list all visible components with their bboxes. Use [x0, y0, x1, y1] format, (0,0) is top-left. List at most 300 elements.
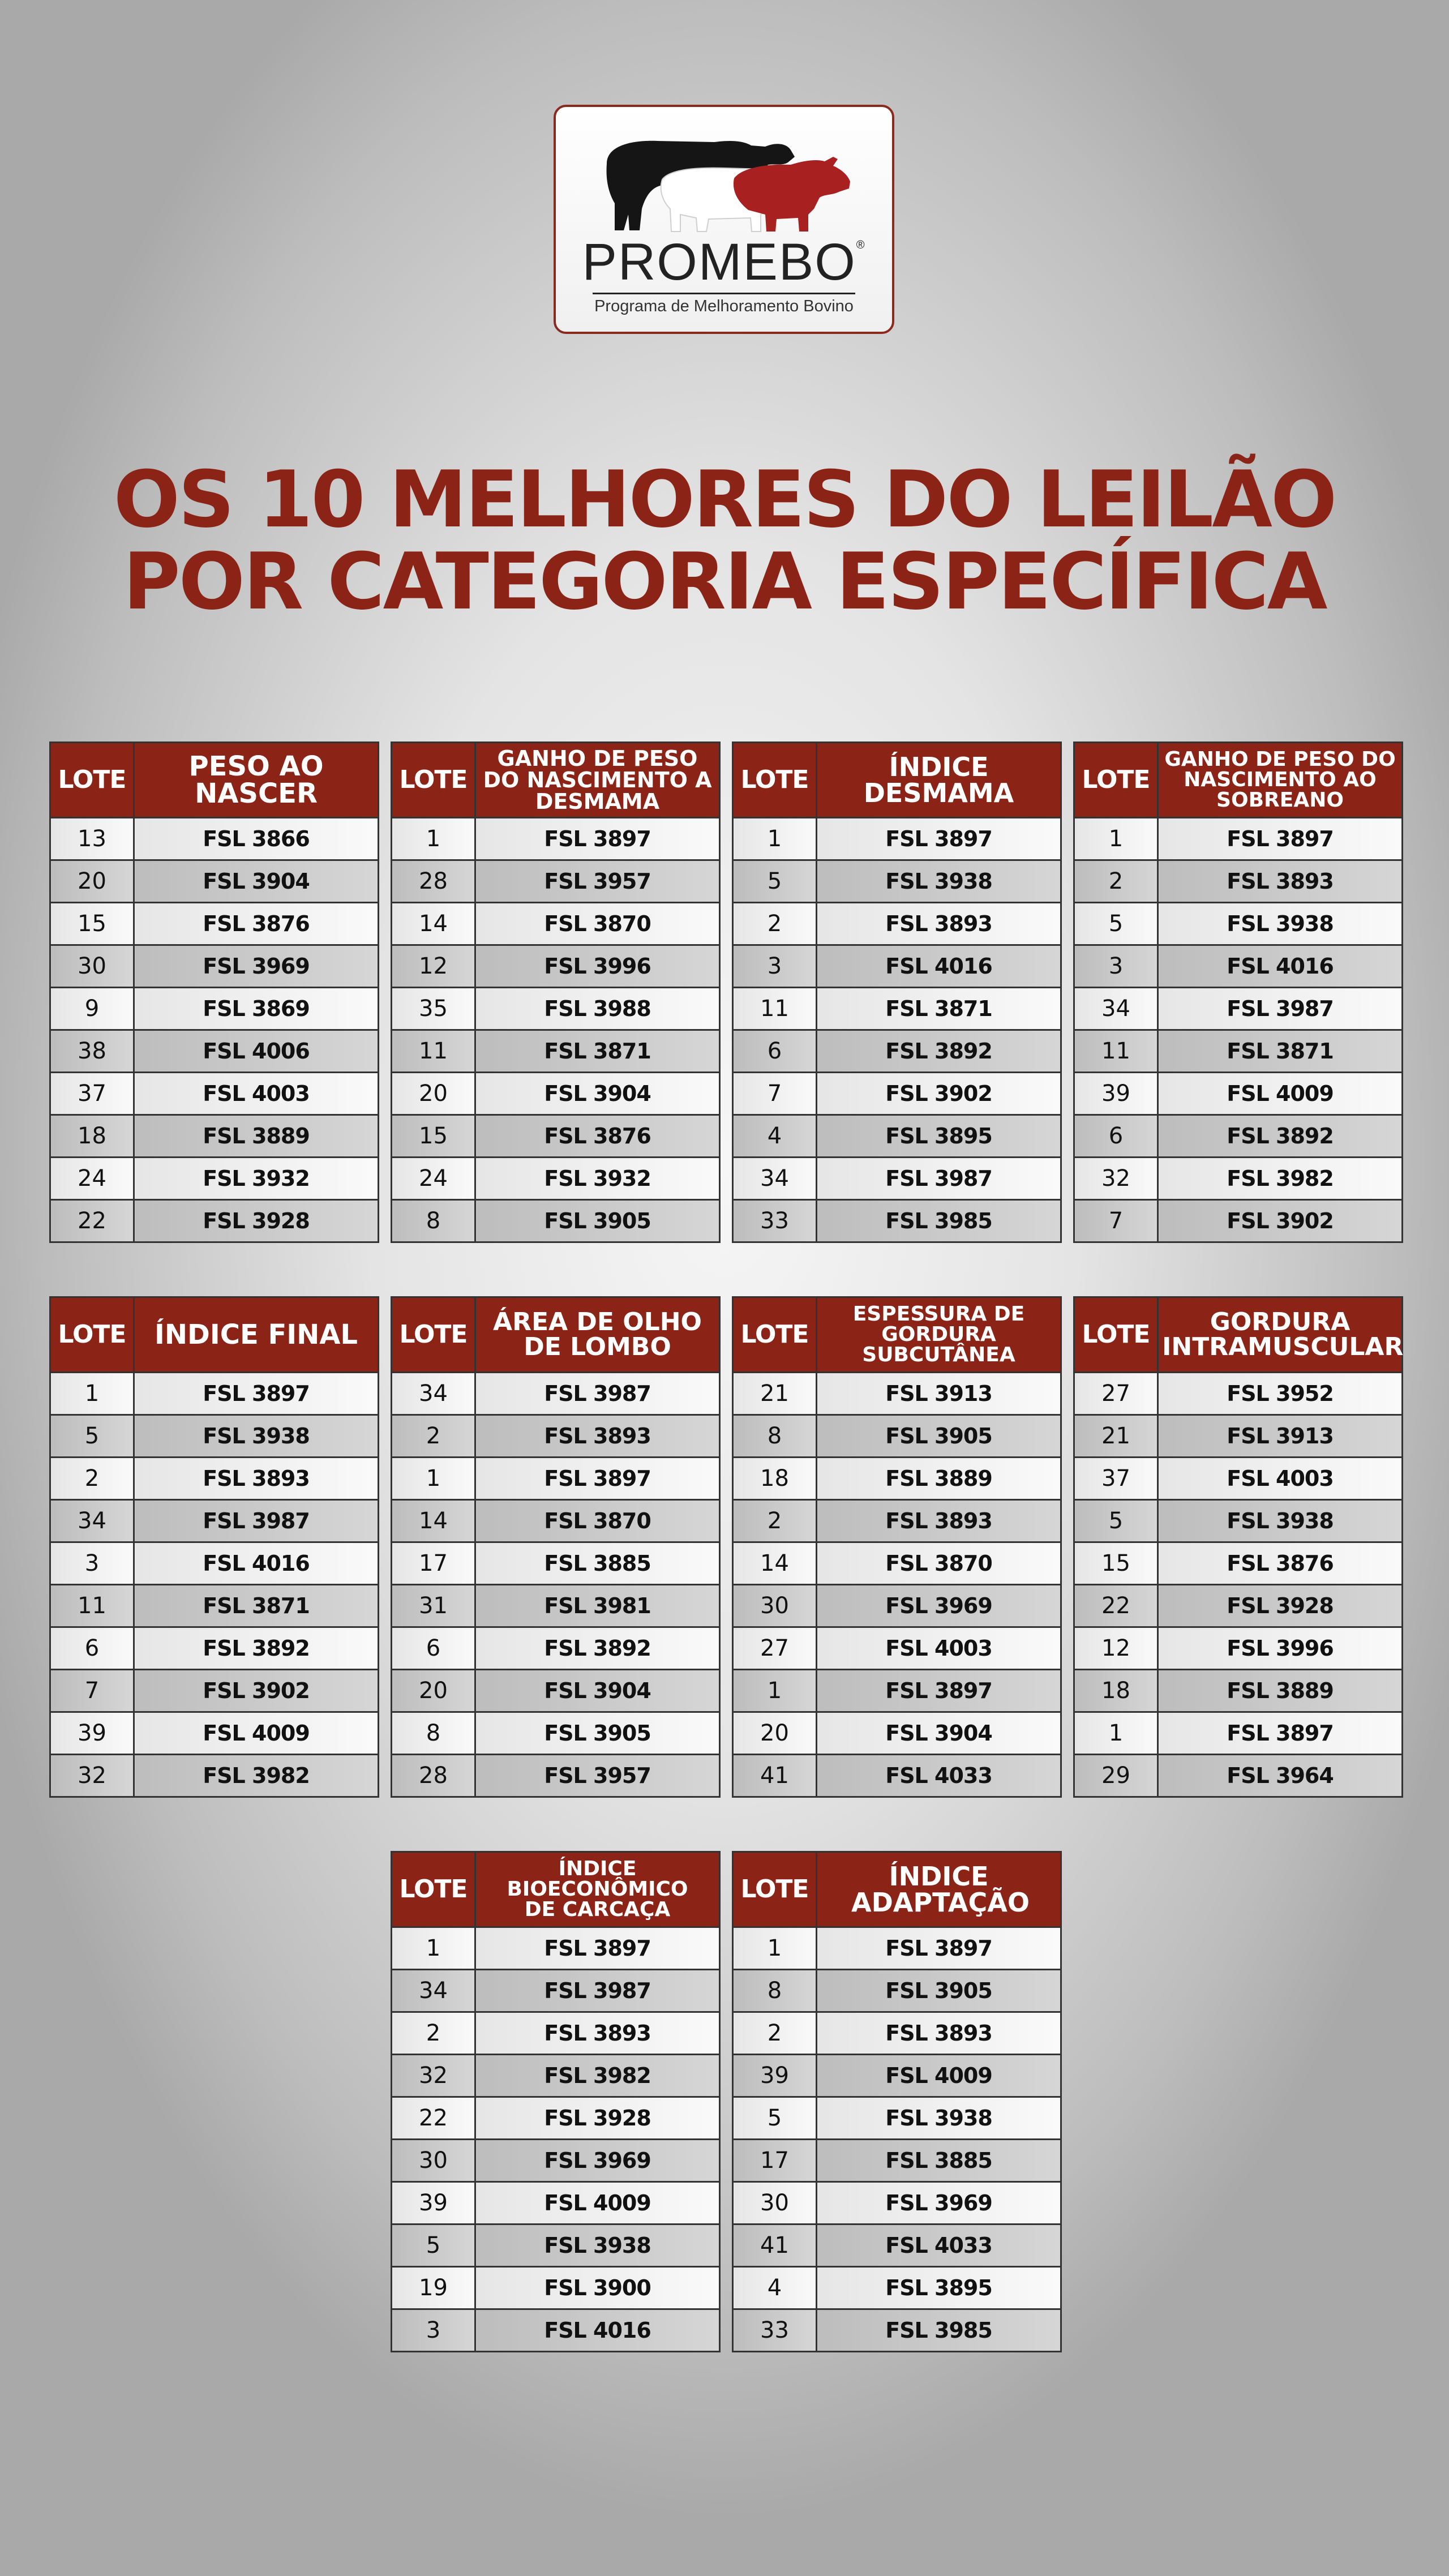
- table-row: [392, 1415, 720, 1458]
- animal-id-cell: FSL 3964: [1158, 1755, 1403, 1797]
- animal-id-cell: FSL 3900: [475, 2267, 720, 2309]
- animal-id-cell: FSL 3889: [1158, 1670, 1403, 1712]
- lote-cell: 18: [733, 1458, 817, 1500]
- animal-id-cell: FSL 3892: [817, 1030, 1061, 1073]
- table-row: [1074, 1755, 1403, 1797]
- animal-id-cell: FSL 3897: [817, 1670, 1061, 1712]
- lote-cell: 1: [50, 1373, 134, 1415]
- table-row: [733, 1500, 1061, 1542]
- table-row: [392, 1030, 720, 1073]
- lote-cell: 14: [733, 1542, 817, 1585]
- animal-id-cell: FSL 3985: [817, 1200, 1061, 1242]
- animal-id-cell: FSL 3981: [475, 1585, 720, 1627]
- animal-id-cell: FSL 3938: [817, 860, 1061, 903]
- animal-id-cell: FSL 3871: [475, 1030, 720, 1073]
- animal-id-cell: FSL 3938: [134, 1415, 379, 1458]
- animal-id-cell: FSL 3871: [134, 1585, 379, 1627]
- cattle-logo-icon: [595, 130, 856, 234]
- lote-cell: 13: [50, 818, 134, 860]
- table-row: [50, 988, 379, 1030]
- table-row: [1074, 1585, 1403, 1627]
- animal-id-cell: FSL 4003: [817, 1627, 1061, 1670]
- table-row: [392, 1755, 720, 1797]
- table-row: [392, 1927, 720, 1970]
- table-row: [50, 1200, 379, 1242]
- lote-cell: 14: [392, 1500, 475, 1542]
- animal-id-cell: FSL 3897: [475, 1458, 720, 1500]
- lote-header: LOTE: [733, 1852, 817, 1927]
- animal-id-cell: FSL 4009: [475, 2182, 720, 2224]
- lote-cell: 20: [50, 860, 134, 903]
- lote-cell: 3: [392, 2309, 475, 2352]
- lote-cell: 6: [392, 1627, 475, 1670]
- lote-header: LOTE: [1074, 743, 1158, 818]
- table-espessura-gordura-subcutanea: [732, 1296, 1062, 1798]
- lote-header: LOTE: [392, 1852, 475, 1927]
- table-row: [733, 860, 1061, 903]
- lote-cell: 3: [50, 1542, 134, 1585]
- animal-id-cell: FSL 3893: [134, 1458, 379, 1500]
- table-row: [733, 2097, 1061, 2140]
- animal-id-cell: FSL 4016: [134, 1542, 379, 1585]
- lote-cell: 39: [733, 2055, 817, 2097]
- table-row: [1074, 1500, 1403, 1542]
- table-row: [50, 818, 379, 860]
- lote-cell: 34: [1074, 988, 1158, 1030]
- table-row: [50, 1500, 379, 1542]
- lote-cell: 5: [50, 1415, 134, 1458]
- logo-divider: [593, 293, 855, 294]
- animal-id-cell: FSL 3876: [1158, 1542, 1403, 1585]
- table-row: [50, 1755, 379, 1797]
- animal-id-cell: FSL 3938: [817, 2097, 1061, 2140]
- lote-cell: 11: [50, 1585, 134, 1627]
- table-row: [733, 903, 1061, 945]
- table-row: [733, 2182, 1061, 2224]
- lote-cell: 8: [733, 1970, 817, 2012]
- lote-cell: 1: [733, 818, 817, 860]
- page-title: [0, 454, 1449, 627]
- animal-id-cell: FSL 3893: [1158, 860, 1403, 903]
- lote-cell: 30: [733, 2182, 817, 2224]
- lote-cell: 6: [1074, 1115, 1158, 1158]
- lote-header: LOTE: [50, 1297, 134, 1373]
- animal-id-cell: FSL 3904: [817, 1712, 1061, 1755]
- animal-id-cell: FSL 3893: [817, 2012, 1061, 2055]
- lote-cell: 21: [733, 1373, 817, 1415]
- animal-id-cell: FSL 3932: [475, 1158, 720, 1200]
- lote-cell: 7: [50, 1670, 134, 1712]
- lote-cell: 30: [392, 2140, 475, 2182]
- category-header: GANHO DE PESO DO NASCIMENTO AO SOBREANO: [1158, 743, 1403, 818]
- lote-cell: 17: [733, 2140, 817, 2182]
- table-row: [1074, 1030, 1403, 1073]
- table-row: [392, 1458, 720, 1500]
- table-row: [392, 1158, 720, 1200]
- category-header: GANHO DE PESO DO NASCIMENTO A DESMAMA: [475, 743, 720, 818]
- table-peso-ao-nascer: [49, 741, 379, 1243]
- table-row: [733, 1585, 1061, 1627]
- table-row: [392, 2309, 720, 2352]
- lote-cell: 2: [733, 903, 817, 945]
- lote-cell: 34: [392, 1970, 475, 2012]
- lote-cell: 5: [1074, 903, 1158, 945]
- animal-id-cell: FSL 3902: [134, 1670, 379, 1712]
- animal-id-cell: FSL 3938: [475, 2224, 720, 2267]
- lote-cell: 22: [1074, 1585, 1158, 1627]
- animal-id-cell: FSL 3969: [134, 945, 379, 988]
- lote-cell: 41: [733, 2224, 817, 2267]
- animal-id-cell: FSL 3897: [1158, 1712, 1403, 1755]
- lote-cell: 6: [50, 1627, 134, 1670]
- lote-cell: 32: [392, 2055, 475, 2097]
- lote-cell: 27: [1074, 1373, 1158, 1415]
- table-row: [50, 1373, 379, 1415]
- animal-id-cell: FSL 4009: [817, 2055, 1061, 2097]
- lote-cell: 33: [733, 1200, 817, 1242]
- animal-id-cell: FSL 3902: [1158, 1200, 1403, 1242]
- animal-id-cell: FSL 4016: [475, 2309, 720, 2352]
- table-row: [733, 2224, 1061, 2267]
- animal-id-cell: FSL 3897: [1158, 818, 1403, 860]
- animal-id-cell: FSL 3893: [475, 2012, 720, 2055]
- animal-id-cell: FSL 3982: [475, 2055, 720, 2097]
- table-row: [733, 945, 1061, 988]
- lote-cell: 34: [392, 1373, 475, 1415]
- table-row: [1074, 1627, 1403, 1670]
- lote-cell: 28: [392, 860, 475, 903]
- animal-id-cell: FSL 3957: [475, 1755, 720, 1797]
- lote-cell: 15: [50, 903, 134, 945]
- lote-cell: 38: [50, 1030, 134, 1073]
- table-row: [733, 2140, 1061, 2182]
- table-row: [392, 2182, 720, 2224]
- lote-cell: 1: [1074, 1712, 1158, 1755]
- lote-cell: 5: [733, 860, 817, 903]
- animal-id-cell: FSL 4003: [1158, 1458, 1403, 1500]
- table-indice-adaptacao: [732, 1851, 1062, 2352]
- animal-id-cell: FSL 3987: [1158, 988, 1403, 1030]
- lote-cell: 17: [392, 1542, 475, 1585]
- animal-id-cell: FSL 3876: [475, 1115, 720, 1158]
- table-row: [50, 1030, 379, 1073]
- table-row: [1074, 1115, 1403, 1158]
- category-header: ESPESSURA DE GORDURA SUBCUTÂNEA: [817, 1297, 1061, 1373]
- lote-header: LOTE: [392, 743, 475, 818]
- table-row: [392, 988, 720, 1030]
- category-header: PESO AO NASCER: [134, 743, 379, 818]
- table-row: [733, 1755, 1061, 1797]
- table-row: [1074, 1200, 1403, 1242]
- animal-id-cell: FSL 3885: [475, 1542, 720, 1585]
- lote-cell: 4: [733, 2267, 817, 2309]
- category-header: ÍNDICE BIOECONÔMICO DE CARCAÇA: [475, 1852, 720, 1927]
- animal-id-cell: FSL 3897: [134, 1373, 379, 1415]
- animal-id-cell: FSL 3928: [134, 1200, 379, 1242]
- animal-id-cell: FSL 3892: [134, 1627, 379, 1670]
- lote-cell: 2: [50, 1458, 134, 1500]
- lote-cell: 14: [392, 903, 475, 945]
- table-ganho-peso-nascimento-desmama: [391, 741, 721, 1243]
- category-header: GORDURA INTRAMUSCULAR: [1158, 1297, 1403, 1373]
- animal-id-cell: FSL 3987: [475, 1970, 720, 2012]
- lote-header: LOTE: [733, 1297, 817, 1373]
- animal-id-cell: FSL 3893: [475, 1415, 720, 1458]
- lote-cell: 3: [733, 945, 817, 988]
- animal-id-cell: FSL 3957: [475, 860, 720, 903]
- table-row: [50, 1073, 379, 1115]
- animal-id-cell: FSL 3897: [817, 1927, 1061, 1970]
- table-row: [733, 2012, 1061, 2055]
- table-row: [392, 1542, 720, 1585]
- animal-id-cell: FSL 3904: [475, 1670, 720, 1712]
- lote-cell: 37: [1074, 1458, 1158, 1500]
- animal-id-cell: FSL 3913: [1158, 1415, 1403, 1458]
- category-header: ÍNDICE ADAPTAÇÃO: [817, 1852, 1061, 1927]
- animal-id-cell: FSL 3982: [134, 1755, 379, 1797]
- lote-header: LOTE: [392, 1297, 475, 1373]
- animal-id-cell: FSL 3969: [475, 2140, 720, 2182]
- animal-id-cell: FSL 3988: [475, 988, 720, 1030]
- lote-cell: 4: [733, 1115, 817, 1158]
- animal-id-cell: FSL 4033: [817, 2224, 1061, 2267]
- table-row: [50, 945, 379, 988]
- table-row: [392, 1373, 720, 1415]
- animal-id-cell: FSL 3913: [817, 1373, 1061, 1415]
- table-row: [1074, 903, 1403, 945]
- lote-cell: 6: [733, 1030, 817, 1073]
- lote-header: LOTE: [50, 743, 134, 818]
- table-row: [50, 1415, 379, 1458]
- table-row: [1074, 1712, 1403, 1755]
- table-row: [733, 1627, 1061, 1670]
- table-row: [392, 818, 720, 860]
- lote-cell: 1: [733, 1927, 817, 1970]
- animal-id-cell: FSL 3969: [817, 2182, 1061, 2224]
- animal-id-cell: FSL 3870: [817, 1542, 1061, 1585]
- table-row: [50, 1115, 379, 1158]
- lote-cell: 27: [733, 1627, 817, 1670]
- lote-cell: 2: [392, 1415, 475, 1458]
- lote-cell: 1: [733, 1670, 817, 1712]
- lote-cell: 12: [392, 945, 475, 988]
- lote-cell: 24: [50, 1158, 134, 1200]
- animal-id-cell: FSL 3869: [134, 988, 379, 1030]
- animal-id-cell: FSL 3871: [817, 988, 1061, 1030]
- table-row: [392, 2224, 720, 2267]
- table-row: [50, 1585, 379, 1627]
- lote-cell: 30: [733, 1585, 817, 1627]
- animal-id-cell: FSL 3987: [134, 1500, 379, 1542]
- lote-cell: 37: [50, 1073, 134, 1115]
- table-indice-bioeconomico-carcaca: [391, 1851, 721, 2352]
- table-row: [392, 2097, 720, 2140]
- table-row: [392, 2140, 720, 2182]
- animal-id-cell: FSL 4009: [134, 1712, 379, 1755]
- animal-id-cell: FSL 3870: [475, 903, 720, 945]
- animal-id-cell: FSL 3996: [475, 945, 720, 988]
- animal-id-cell: FSL 3982: [1158, 1158, 1403, 1200]
- table-row: [50, 1712, 379, 1755]
- animal-id-cell: FSL 3905: [475, 1712, 720, 1755]
- lote-cell: 39: [1074, 1073, 1158, 1115]
- animal-id-cell: FSL 4006: [134, 1030, 379, 1073]
- lote-cell: 30: [50, 945, 134, 988]
- lote-cell: 24: [392, 1158, 475, 1200]
- animal-id-cell: FSL 3885: [817, 2140, 1061, 2182]
- table-row: [50, 1458, 379, 1500]
- animal-id-cell: FSL 3895: [817, 1115, 1061, 1158]
- table-row: [733, 818, 1061, 860]
- animal-id-cell: FSL 3893: [817, 903, 1061, 945]
- animal-id-cell: FSL 3969: [817, 1585, 1061, 1627]
- table-row: [733, 1073, 1061, 1115]
- animal-id-cell: FSL 3889: [134, 1115, 379, 1158]
- table-row: [392, 1627, 720, 1670]
- table-row: [392, 1115, 720, 1158]
- table-indice-final: [49, 1296, 379, 1798]
- table-row: [1074, 1158, 1403, 1200]
- animal-id-cell: FSL 3985: [817, 2309, 1061, 2352]
- lote-cell: 29: [1074, 1755, 1158, 1797]
- lote-cell: 5: [733, 2097, 817, 2140]
- lote-cell: 3: [1074, 945, 1158, 988]
- table-row: [392, 1073, 720, 1115]
- table-row: [50, 1158, 379, 1200]
- table-row: [1074, 1415, 1403, 1458]
- table-row: [733, 1200, 1061, 1242]
- lote-cell: 35: [392, 988, 475, 1030]
- table-row: [733, 1927, 1061, 1970]
- table-row: [392, 1970, 720, 2012]
- lote-cell: 1: [392, 1458, 475, 1500]
- lote-cell: 5: [392, 2224, 475, 2267]
- animal-id-cell: FSL 3897: [475, 1927, 720, 1970]
- lote-cell: 18: [50, 1115, 134, 1158]
- lote-cell: 9: [50, 988, 134, 1030]
- animal-id-cell: FSL 3904: [475, 1073, 720, 1115]
- table-row: [392, 2012, 720, 2055]
- table-row: [733, 1712, 1061, 1755]
- lote-cell: 31: [392, 1585, 475, 1627]
- animal-id-cell: FSL 3889: [817, 1458, 1061, 1500]
- lote-cell: 7: [733, 1073, 817, 1115]
- lote-cell: 20: [733, 1712, 817, 1755]
- lote-cell: 15: [1074, 1542, 1158, 1585]
- table-row: [1074, 1542, 1403, 1585]
- table-row: [50, 1542, 379, 1585]
- animal-id-cell: FSL 3897: [475, 818, 720, 860]
- animal-id-cell: FSL 3866: [134, 818, 379, 860]
- animal-id-cell: FSL 3938: [1158, 903, 1403, 945]
- table-row: [50, 1670, 379, 1712]
- animal-id-cell: FSL 3904: [134, 860, 379, 903]
- lote-cell: 15: [392, 1115, 475, 1158]
- table-row: [392, 903, 720, 945]
- lote-cell: 39: [50, 1712, 134, 1755]
- lote-cell: 39: [392, 2182, 475, 2224]
- lote-cell: 7: [1074, 1200, 1158, 1242]
- lote-cell: 34: [733, 1158, 817, 1200]
- lote-cell: 8: [733, 1415, 817, 1458]
- table-row: [50, 1627, 379, 1670]
- animal-id-cell: FSL 3876: [134, 903, 379, 945]
- animal-id-cell: FSL 3996: [1158, 1627, 1403, 1670]
- table-row: [392, 860, 720, 903]
- lote-cell: 1: [392, 818, 475, 860]
- table-row: [1074, 860, 1403, 903]
- category-header: ÍNDICE FINAL: [134, 1297, 379, 1373]
- table-row: [733, 1542, 1061, 1585]
- animal-id-cell: FSL 3905: [475, 1200, 720, 1242]
- lote-cell: 1: [392, 1927, 475, 1970]
- table-row: [733, 1970, 1061, 2012]
- table-gordura-intramuscular: [1073, 1296, 1403, 1798]
- lote-cell: 32: [1074, 1158, 1158, 1200]
- table-row: [392, 945, 720, 988]
- lote-cell: 33: [733, 2309, 817, 2352]
- table-row: [392, 1200, 720, 1242]
- lote-cell: 11: [1074, 1030, 1158, 1073]
- lote-cell: 32: [50, 1755, 134, 1797]
- lote-cell: 12: [1074, 1627, 1158, 1670]
- table-row: [392, 2267, 720, 2309]
- promebo-logo: [554, 105, 894, 334]
- table-ganho-peso-nascimento-sobreano: [1073, 741, 1403, 1243]
- animal-id-cell: FSL 3893: [817, 1500, 1061, 1542]
- lote-cell: 21: [1074, 1415, 1158, 1458]
- table-row: [733, 988, 1061, 1030]
- table-row: [733, 1115, 1061, 1158]
- lote-cell: 41: [733, 1755, 817, 1797]
- animal-id-cell: FSL 3897: [817, 818, 1061, 860]
- table-row: [392, 1585, 720, 1627]
- table-row: [1074, 1458, 1403, 1500]
- table-row: [733, 2309, 1061, 2352]
- category-header: ÍNDICE DESMAMA: [817, 743, 1061, 818]
- animal-id-cell: FSL 3905: [817, 1415, 1061, 1458]
- lote-cell: 8: [392, 1200, 475, 1242]
- lote-cell: 20: [392, 1670, 475, 1712]
- animal-id-cell: FSL 3905: [817, 1970, 1061, 2012]
- animal-id-cell: FSL 4033: [817, 1755, 1061, 1797]
- animal-id-cell: FSL 3938: [1158, 1500, 1403, 1542]
- animal-id-cell: FSL 4016: [817, 945, 1061, 988]
- lote-cell: 2: [733, 2012, 817, 2055]
- lote-cell: 22: [50, 1200, 134, 1242]
- table-row: [392, 2055, 720, 2097]
- table-row: [733, 1158, 1061, 1200]
- animal-id-cell: FSL 3987: [817, 1158, 1061, 1200]
- table-row: [1074, 1373, 1403, 1415]
- table-row: [1074, 818, 1403, 860]
- lote-cell: 1: [1074, 818, 1158, 860]
- animal-id-cell: FSL 4016: [1158, 945, 1403, 988]
- animal-id-cell: FSL 3892: [475, 1627, 720, 1670]
- table-row: [1074, 1073, 1403, 1115]
- animal-id-cell: FSL 3987: [475, 1373, 720, 1415]
- animal-id-cell: FSL 3928: [1158, 1585, 1403, 1627]
- lote-cell: 28: [392, 1755, 475, 1797]
- lote-cell: 20: [392, 1073, 475, 1115]
- table-row: [1074, 1670, 1403, 1712]
- lote-cell: 8: [392, 1712, 475, 1755]
- lote-cell: 19: [392, 2267, 475, 2309]
- table-row: [733, 1415, 1061, 1458]
- lote-cell: 22: [392, 2097, 475, 2140]
- table-row: [733, 1458, 1061, 1500]
- lote-cell: 34: [50, 1500, 134, 1542]
